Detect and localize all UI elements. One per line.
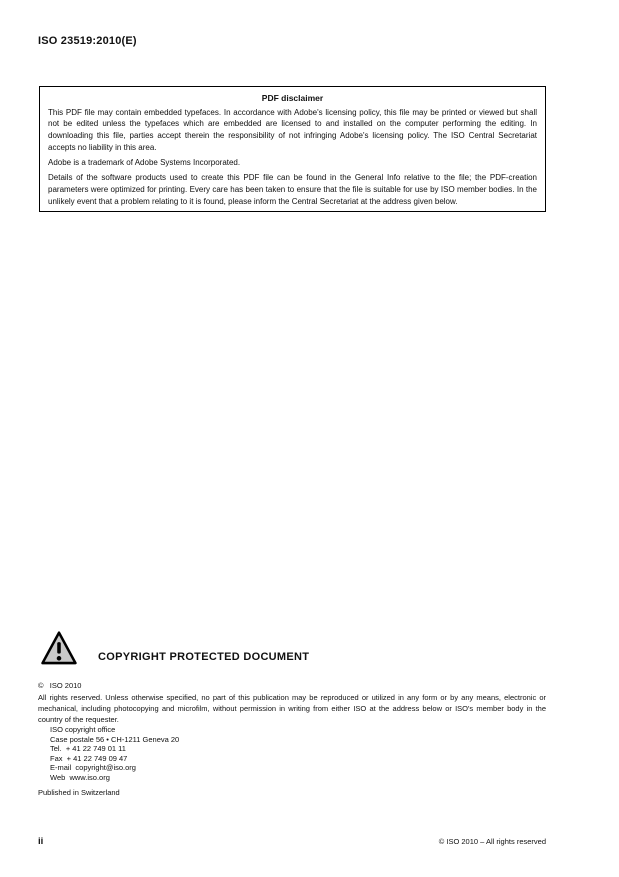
- disclaimer-paragraph-2: Adobe is a trademark of Adobe Systems Incorporated.: [48, 158, 241, 168]
- address-line-office: ISO copyright office: [50, 725, 116, 734]
- disclaimer-paragraph-1: This PDF file may contain embedded typefaces. In accordance with Adobe's licensing policy, this file may be printed or viewed but shall not be edited unless the typefaces which are embedded are licensed to and installed on the computer performing the editing. In downloading this file, parties accept therein the responsibility of not infringing Adobe's licensing policy. The ISO Central Secretariat accepts no liability in this area.: [48, 107, 537, 152]
- pdf-disclaimer-box: [39, 86, 546, 212]
- rights-reserved-text: All rights reserved. Unless otherwise specified, no part of this publication may be reproduced or utilized in any form or by any means, electronic or mechanical, including photocopying and microfilm, without permission in writing from either ISO at the address below or ISO's member body in the country of the requester.: [38, 693, 546, 724]
- address-line-tel: Tel. + 41 22 749 01 11: [50, 744, 126, 754]
- disclaimer-paragraph-3: Details of the software products used to create this PDF file can be found in the General Info relative to the file; the PDF-creation parameters were optimized for printing. Every care has been taken to ensure that the file is suitable for use by ISO member bodies. In the unlikely event that a problem relating to it is found, please inform the Central Secretariat at the address given below.: [48, 173, 537, 207]
- address-line-postal: Case postale 56 • CH-1211 Geneva 20: [50, 734, 180, 744]
- disclaimer-title: PDF disclaimer: [261, 93, 324, 103]
- copyright-protected-heading: COPYRIGHT PROTECTED DOCUMENT: [98, 651, 310, 663]
- warning-triangle-icon: [40, 629, 78, 668]
- published-in-switzerland: Published in Switzerland: [38, 788, 120, 797]
- address-line-web: Web www.iso.org: [50, 772, 110, 782]
- address-line-fax: Fax + 41 22 749 09 47: [50, 753, 128, 763]
- footer-copyright-notice: © ISO 2010 – All rights reserved: [438, 837, 546, 846]
- page-footer: [38, 836, 546, 847]
- page-number: ii: [38, 836, 44, 847]
- iso-address-block: [50, 725, 179, 783]
- copyright-year-line: © ISO 2010: [38, 681, 82, 690]
- document-reference: ISO 23519:2010(E): [38, 35, 137, 47]
- address-line-email: E-mail copyright@iso.org: [50, 763, 136, 773]
